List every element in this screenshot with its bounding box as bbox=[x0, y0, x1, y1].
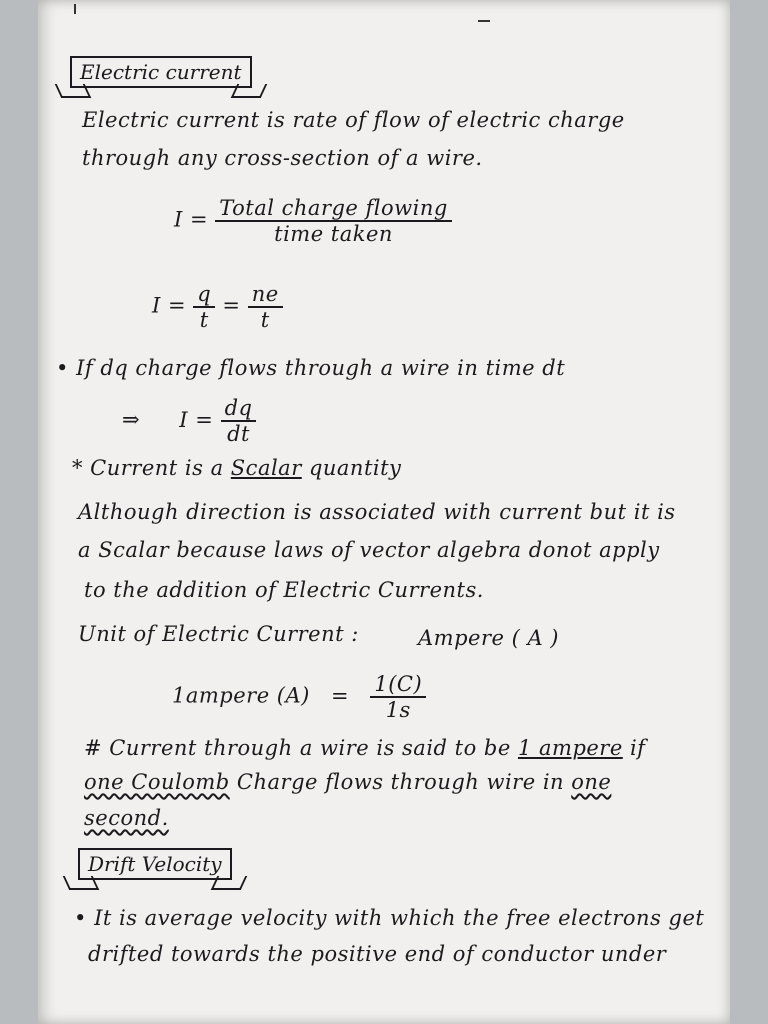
scalar-note-prefix: * Current is a bbox=[72, 456, 224, 480]
hash-line-3-wavy: second. bbox=[84, 806, 169, 830]
fraction-denominator: time taken bbox=[274, 222, 393, 247]
fraction-numerator: 1(C) bbox=[370, 672, 426, 698]
formula-lhs: I = bbox=[152, 293, 187, 318]
formula-lhs: 1ampere (A) bbox=[172, 683, 310, 708]
formula-q-over-t bbox=[152, 282, 283, 332]
unit-value: Ampere ( A ) bbox=[418, 626, 559, 650]
fraction-denominator: t bbox=[199, 308, 209, 333]
fraction-q-t bbox=[193, 282, 215, 332]
although-line-1: Although direction is associated with current but it is bbox=[78, 500, 676, 524]
drift-bullet-text: It is average velocity with which the free electrons get bbox=[94, 906, 705, 930]
implies-arrow-icon: ⇒ bbox=[122, 407, 141, 432]
drift-bullet-line-1 bbox=[74, 906, 704, 930]
formula-dq-dt bbox=[122, 396, 256, 446]
page-mark bbox=[74, 4, 76, 14]
bullet-icon: • bbox=[56, 356, 69, 380]
hash-line-2-wavy-end: one bbox=[571, 770, 612, 794]
scalar-note bbox=[72, 456, 401, 480]
formula-ampere bbox=[172, 672, 426, 722]
bullet-dq bbox=[56, 356, 565, 380]
definition-line-2: through any cross-section of a wire. bbox=[82, 146, 483, 170]
equals-sign: = bbox=[222, 293, 241, 318]
although-line-2: a Scalar because laws of vector algebra donot apply bbox=[78, 538, 660, 562]
fraction-coulomb-second bbox=[370, 672, 426, 722]
although-line-3: to the addition of Electric Currents. bbox=[84, 578, 484, 602]
hash-line-1-suffix: if bbox=[629, 736, 646, 760]
formula-fraction bbox=[215, 196, 452, 246]
fraction-denominator: 1s bbox=[385, 698, 411, 723]
scalar-note-suffix: quantity bbox=[308, 456, 402, 480]
hash-line-2-text: Charge flows through wire in bbox=[236, 770, 565, 794]
hash-line-2 bbox=[84, 770, 611, 794]
fraction-ne-t bbox=[248, 282, 283, 332]
formula-total-charge bbox=[174, 196, 452, 246]
page-mark bbox=[478, 20, 490, 22]
fraction-denominator: t bbox=[260, 308, 270, 333]
section-title-electric-current: Electric current bbox=[70, 56, 252, 88]
hash-line-1 bbox=[84, 736, 645, 760]
hash-line-3 bbox=[84, 806, 169, 830]
section-title-drift-velocity: Drift Velocity bbox=[78, 848, 232, 880]
fraction-numerator: Total charge flowing bbox=[215, 196, 452, 222]
formula-lhs: I = bbox=[174, 207, 209, 232]
scalar-note-underlined: Scalar bbox=[230, 456, 302, 480]
fraction-dq-dt bbox=[221, 396, 257, 446]
definition-line-1: Electric current is rate of flow of electric charge bbox=[82, 108, 625, 132]
bullet-icon: • bbox=[74, 906, 87, 930]
hash-line-1-underlined: 1 ampere bbox=[517, 736, 623, 760]
unit-label: Unit of Electric Current : bbox=[78, 622, 359, 646]
bullet-dq-text: If dq charge flows through a wire in time dt bbox=[76, 356, 566, 380]
fraction-numerator: ne bbox=[248, 282, 283, 308]
fraction-numerator: q bbox=[193, 282, 215, 308]
drift-bullet-line-2: drifted towards the positive end of conductor under bbox=[88, 942, 667, 966]
notebook-page bbox=[38, 0, 730, 1024]
fraction-denominator: dt bbox=[227, 422, 250, 447]
hash-line-1-text: # Current through a wire is said to be bbox=[84, 736, 511, 760]
equals-sign: = bbox=[331, 683, 350, 708]
formula-lhs: I = bbox=[179, 407, 214, 432]
hash-line-2-wavy: one Coulomb bbox=[84, 770, 230, 794]
fraction-numerator: dq bbox=[221, 396, 257, 422]
